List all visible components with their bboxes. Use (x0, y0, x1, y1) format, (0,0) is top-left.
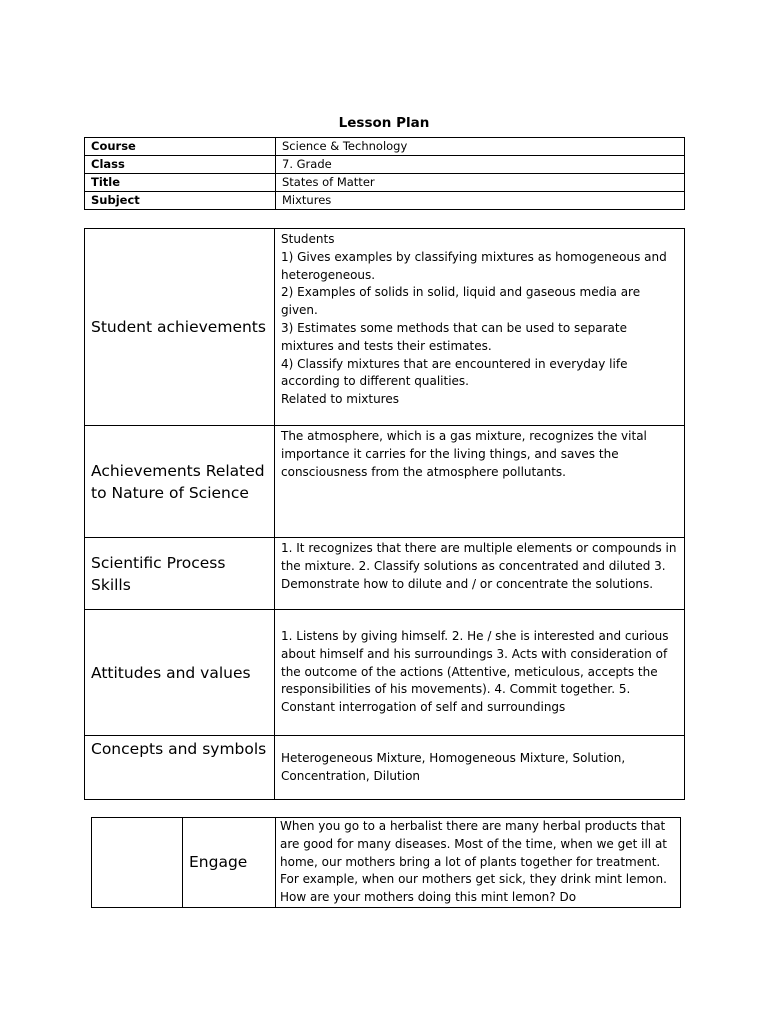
achievement-line: 1) Gives examples by classifying mixtures as homogeneous and heterogeneous. (281, 249, 667, 282)
table-row (85, 192, 685, 210)
activity-table (91, 817, 681, 908)
concepts-label: Concepts and symbols (85, 736, 275, 800)
class-value: 7. Grade (276, 156, 685, 174)
attitudes-label: Attitudes and values (85, 610, 275, 736)
process-skills-text: 1. It recognizes that there are multiple elements or compounds in the mixture. 2. Classify solutions as concentrated and diluted 3. Demonstrate how to dilute and / or concentrate the solutions. (275, 538, 685, 610)
title-value: States of Matter (276, 174, 685, 192)
table-row (85, 610, 685, 736)
achievement-line: 3) Estimates some methods that can be used to separate mixtures and tests their estimates. (281, 320, 627, 353)
table-row (85, 138, 685, 156)
subject-value: Mixtures (276, 192, 685, 210)
achievements-table (84, 228, 685, 800)
title-key: Title (85, 174, 276, 192)
table-row (85, 174, 685, 192)
achievement-line: 4) Classify mixtures that are encountered in everyday life according to different qualities. (281, 356, 628, 389)
achievement-line: Students (281, 232, 335, 246)
process-skills-label: Scientific Process Skills (85, 538, 275, 610)
student-achievements-label: Student achievements (85, 229, 275, 426)
table-row (85, 426, 685, 538)
course-value: Science & Technology (276, 138, 685, 156)
class-key: Class (85, 156, 276, 174)
student-achievements-text (275, 229, 685, 426)
engage-label: Engage (183, 818, 276, 908)
achievement-line: Related to mixtures (281, 392, 399, 407)
subject-key: Subject (85, 192, 276, 210)
concepts-text: Heterogeneous Mixture, Homogeneous Mixture, Solution, Concentration, Dilution (275, 736, 685, 800)
table-row (92, 818, 681, 908)
table-row (85, 229, 685, 426)
table-row (85, 156, 685, 174)
nature-of-science-label: Achievements Related to Nature of Science (85, 426, 275, 538)
attitudes-text: 1. Listens by giving himself. 2. He / she is interested and curious about himself and his surroundings 3. Acts with consideration of the outcome of the actions (Attentive, meticulous, accepts the responsibilities of his movements). 4. Commit together. 5. Constant interrogation of self and surroundings (275, 610, 685, 736)
table-row (85, 538, 685, 610)
page-title: Lesson Plan (338, 115, 430, 131)
course-key: Course (85, 138, 276, 156)
blank-cell (92, 818, 183, 908)
table-row (85, 736, 685, 800)
engage-text: When you go to a herbalist there are many herbal products that are good for many diseases. Most of the time, when we get ill at home, our mothers bring a lot of plants together for treatment. For example, when our mothers get sick, they drink mint lemon. How are your mothers doing this mint lemon? Do (276, 818, 681, 908)
lesson-info-table (84, 137, 685, 210)
achievement-line: 2) Examples of solids in solid, liquid and gaseous media are given. (281, 285, 641, 318)
nature-of-science-text: The atmosphere, which is a gas mixture, recognizes the vital importance it carries for the living things, and saves the consciousness from the atmosphere pollutants. (275, 426, 685, 538)
